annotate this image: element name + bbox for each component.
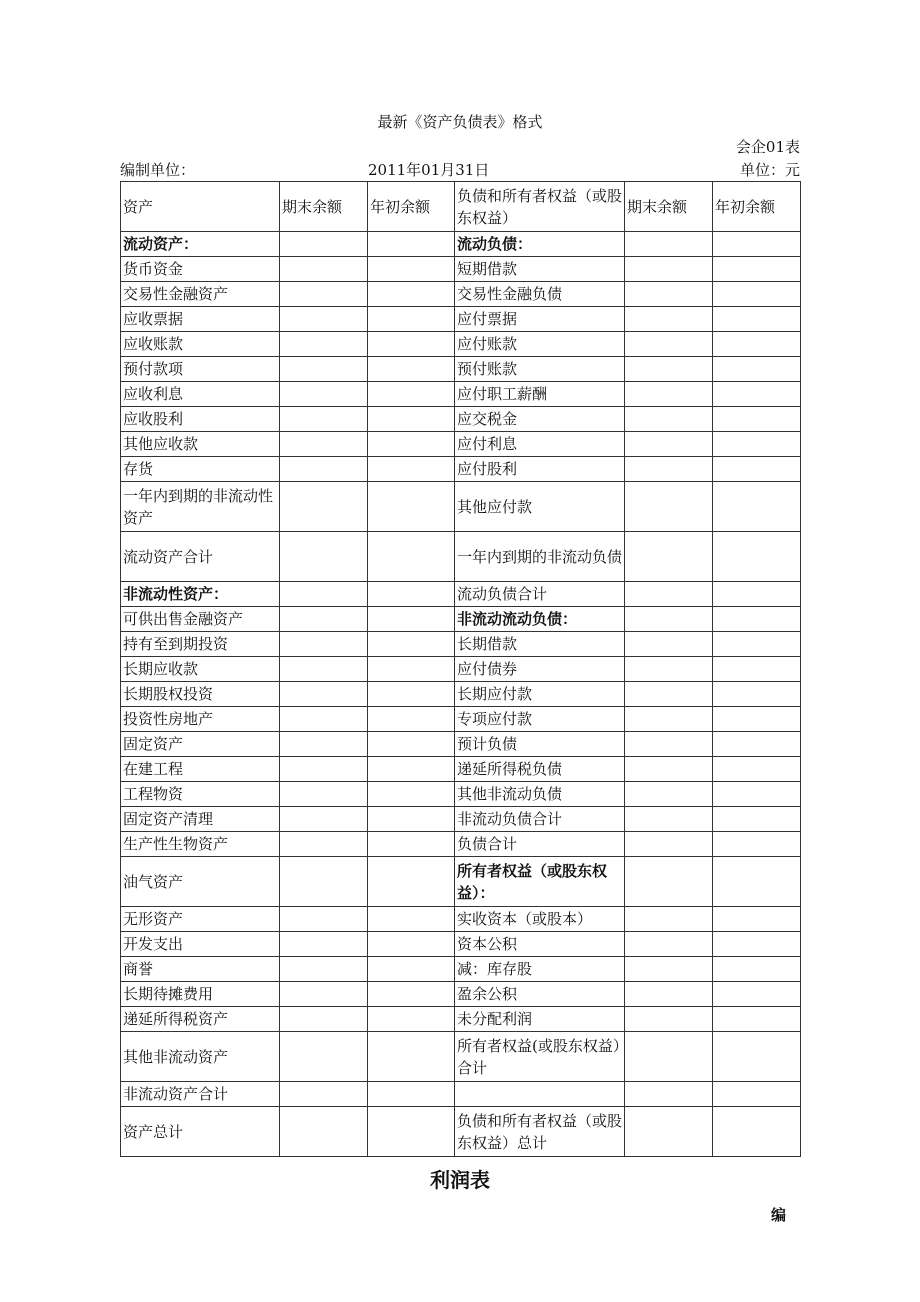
liability-label: 一年内到期的非流动负债 xyxy=(455,532,625,582)
asset-label: 货币资金 xyxy=(121,257,280,282)
asset-ending-balance xyxy=(280,232,368,257)
asset-opening-balance xyxy=(368,957,455,982)
asset-ending-balance xyxy=(280,857,368,907)
asset-ending-balance xyxy=(280,332,368,357)
table-row xyxy=(121,357,801,382)
table-row xyxy=(121,1032,801,1082)
compiler-label: 编制单位： xyxy=(120,161,196,179)
liability-ending-balance xyxy=(625,432,713,457)
liability-ending-balance xyxy=(625,982,713,1007)
asset-ending-balance xyxy=(280,357,368,382)
asset-label: 应收股利 xyxy=(121,407,280,432)
liability-opening-balance xyxy=(713,1107,801,1157)
asset-ending-balance xyxy=(280,607,368,632)
liability-label: 递延所得税负债 xyxy=(455,757,625,782)
table-row xyxy=(121,407,801,432)
liability-ending-balance xyxy=(625,607,713,632)
liability-opening-balance xyxy=(713,682,801,707)
liability-opening-balance xyxy=(713,482,801,532)
asset-opening-balance xyxy=(368,832,455,857)
liability-label: 专项应付款 xyxy=(455,707,625,732)
liability-opening-balance xyxy=(713,532,801,582)
asset-label: 非流动资产合计 xyxy=(121,1082,280,1107)
asset-label: 长期应收款 xyxy=(121,657,280,682)
asset-label: 在建工程 xyxy=(121,757,280,782)
liability-label: 交易性金融负债 xyxy=(455,282,625,307)
asset-ending-balance xyxy=(280,957,368,982)
asset-label: 应收利息 xyxy=(121,382,280,407)
asset-ending-balance xyxy=(280,382,368,407)
table-row xyxy=(121,332,801,357)
asset-opening-balance xyxy=(368,932,455,957)
asset-ending-balance xyxy=(280,782,368,807)
liability-label: 所有者权益（或股东权益）： xyxy=(455,857,625,907)
asset-ending-balance xyxy=(280,807,368,832)
liability-opening-balance xyxy=(713,607,801,632)
liability-ending-balance xyxy=(625,1082,713,1107)
liability-ending-balance xyxy=(625,307,713,332)
unit-label: 单位：元 xyxy=(739,161,800,179)
asset-opening-balance xyxy=(368,1007,455,1032)
header-cell: 年初余额 xyxy=(713,182,801,232)
table-row xyxy=(121,982,801,1007)
table-row xyxy=(121,1107,801,1157)
liability-ending-balance xyxy=(625,532,713,582)
liability-opening-balance xyxy=(713,582,801,607)
liability-opening-balance xyxy=(713,657,801,682)
table-row xyxy=(121,782,801,807)
asset-opening-balance xyxy=(368,457,455,482)
liability-label: 应付债券 xyxy=(455,657,625,682)
liability-ending-balance xyxy=(625,757,713,782)
liability-ending-balance xyxy=(625,1032,713,1082)
liability-label: 所有者权益(或股东权益）合计 xyxy=(455,1032,625,1082)
liability-label: 预计负债 xyxy=(455,732,625,757)
table-row xyxy=(121,257,801,282)
asset-opening-balance xyxy=(368,257,455,282)
liability-opening-balance xyxy=(713,957,801,982)
liability-opening-balance xyxy=(713,332,801,357)
liability-opening-balance xyxy=(713,407,801,432)
asset-label: 油气资产 xyxy=(121,857,280,907)
asset-label: 可供出售金融资产 xyxy=(121,607,280,632)
liability-opening-balance xyxy=(713,982,801,1007)
liability-ending-balance xyxy=(625,407,713,432)
profit-compiler-label: 编 xyxy=(771,1206,787,1224)
liability-opening-balance xyxy=(713,832,801,857)
liability-opening-balance xyxy=(713,1082,801,1107)
asset-opening-balance xyxy=(368,1082,455,1107)
balance-sheet-table xyxy=(120,181,801,1157)
asset-opening-balance xyxy=(368,482,455,532)
table-row xyxy=(121,1007,801,1032)
document-title: 最新《资产负债表》格式 xyxy=(377,113,543,131)
liability-ending-balance xyxy=(625,582,713,607)
asset-opening-balance xyxy=(368,732,455,757)
liability-ending-balance xyxy=(625,257,713,282)
asset-ending-balance xyxy=(280,282,368,307)
liability-ending-balance xyxy=(625,732,713,757)
asset-ending-balance xyxy=(280,932,368,957)
liability-opening-balance xyxy=(713,782,801,807)
asset-opening-balance xyxy=(368,582,455,607)
asset-ending-balance xyxy=(280,657,368,682)
liability-label: 应付股利 xyxy=(455,457,625,482)
liability-label: 减：库存股 xyxy=(455,957,625,982)
asset-ending-balance xyxy=(280,907,368,932)
liability-ending-balance xyxy=(625,657,713,682)
asset-label: 固定资产清理 xyxy=(121,807,280,832)
asset-label: 投资性房地产 xyxy=(121,707,280,732)
asset-ending-balance xyxy=(280,457,368,482)
asset-opening-balance xyxy=(368,857,455,907)
asset-label: 工程物资 xyxy=(121,782,280,807)
table-row xyxy=(121,232,801,257)
table-row xyxy=(121,457,801,482)
table-row xyxy=(121,632,801,657)
asset-opening-balance xyxy=(368,382,455,407)
liability-label: 短期借款 xyxy=(455,257,625,282)
table-row xyxy=(121,432,801,457)
liability-opening-balance xyxy=(713,457,801,482)
liability-label: 流动负债合计 xyxy=(455,582,625,607)
asset-opening-balance xyxy=(368,682,455,707)
asset-opening-balance xyxy=(368,782,455,807)
asset-opening-balance xyxy=(368,232,455,257)
liability-label: 负债合计 xyxy=(455,832,625,857)
liability-ending-balance xyxy=(625,932,713,957)
asset-opening-balance xyxy=(368,757,455,782)
table-row xyxy=(121,582,801,607)
report-date: 2011年01月31日 xyxy=(368,161,490,179)
liability-ending-balance xyxy=(625,907,713,932)
header-cell: 负债和所有者权益（或股东权益） xyxy=(455,182,625,232)
table-row xyxy=(121,282,801,307)
table-row xyxy=(121,682,801,707)
liability-ending-balance xyxy=(625,782,713,807)
asset-ending-balance xyxy=(280,682,368,707)
liability-label: 应付职工薪酬 xyxy=(455,382,625,407)
asset-ending-balance xyxy=(280,757,368,782)
header-cell: 期末余额 xyxy=(625,182,713,232)
table-row xyxy=(121,532,801,582)
asset-ending-balance xyxy=(280,407,368,432)
table-row xyxy=(121,807,801,832)
asset-opening-balance xyxy=(368,432,455,457)
liability-ending-balance xyxy=(625,232,713,257)
table-row xyxy=(121,482,801,532)
asset-label: 开发支出 xyxy=(121,932,280,957)
asset-ending-balance xyxy=(280,582,368,607)
asset-ending-balance xyxy=(280,532,368,582)
asset-label: 持有至到期投资 xyxy=(121,632,280,657)
liability-ending-balance xyxy=(625,807,713,832)
asset-opening-balance xyxy=(368,607,455,632)
liability-opening-balance xyxy=(713,907,801,932)
table-row xyxy=(121,707,801,732)
asset-ending-balance xyxy=(280,1007,368,1032)
asset-label: 交易性金融资产 xyxy=(121,282,280,307)
asset-opening-balance xyxy=(368,807,455,832)
table-row xyxy=(121,1082,801,1107)
liability-ending-balance xyxy=(625,832,713,857)
asset-ending-balance xyxy=(280,307,368,332)
liability-label: 其他应付款 xyxy=(455,482,625,532)
table-row xyxy=(121,932,801,957)
table-row xyxy=(121,832,801,857)
table-row xyxy=(121,957,801,982)
header-row xyxy=(121,182,801,232)
liability-ending-balance xyxy=(625,957,713,982)
liability-opening-balance xyxy=(713,232,801,257)
liability-label: 负债和所有者权益（或股东权益）总计 xyxy=(455,1107,625,1157)
asset-opening-balance xyxy=(368,332,455,357)
asset-label: 生产性生物资产 xyxy=(121,832,280,857)
asset-ending-balance xyxy=(280,482,368,532)
asset-opening-balance xyxy=(368,657,455,682)
liability-label: 长期应付款 xyxy=(455,682,625,707)
table-row xyxy=(121,382,801,407)
asset-label: 应收票据 xyxy=(121,307,280,332)
liability-label xyxy=(455,1082,625,1107)
liability-opening-balance xyxy=(713,932,801,957)
meta-row xyxy=(120,159,800,181)
table-row xyxy=(121,657,801,682)
asset-label: 流动资产合计 xyxy=(121,532,280,582)
liability-label: 非流动负债合计 xyxy=(455,807,625,832)
liability-opening-balance xyxy=(713,732,801,757)
asset-label: 其他应收款 xyxy=(121,432,280,457)
asset-ending-balance xyxy=(280,257,368,282)
liability-label: 长期借款 xyxy=(455,632,625,657)
liability-opening-balance xyxy=(713,1007,801,1032)
asset-label: 商誉 xyxy=(121,957,280,982)
liability-opening-balance xyxy=(713,307,801,332)
table-row xyxy=(121,607,801,632)
asset-opening-balance xyxy=(368,907,455,932)
table-row xyxy=(121,307,801,332)
liability-ending-balance xyxy=(625,482,713,532)
asset-opening-balance xyxy=(368,532,455,582)
liability-opening-balance xyxy=(713,707,801,732)
asset-label: 存货 xyxy=(121,457,280,482)
liability-opening-balance xyxy=(713,282,801,307)
asset-ending-balance xyxy=(280,982,368,1007)
table-row xyxy=(121,857,801,907)
liability-ending-balance xyxy=(625,282,713,307)
liability-label: 应付账款 xyxy=(455,332,625,357)
asset-ending-balance xyxy=(280,732,368,757)
asset-ending-balance xyxy=(280,632,368,657)
liability-ending-balance xyxy=(625,857,713,907)
liability-label: 应付利息 xyxy=(455,432,625,457)
asset-label: 预付款项 xyxy=(121,357,280,382)
asset-opening-balance xyxy=(368,282,455,307)
liability-ending-balance xyxy=(625,1007,713,1032)
liability-label: 未分配利润 xyxy=(455,1007,625,1032)
table-row xyxy=(121,732,801,757)
liability-opening-balance xyxy=(713,632,801,657)
asset-label: 一年内到期的非流动性资产 xyxy=(121,482,280,532)
asset-opening-balance xyxy=(368,707,455,732)
asset-opening-balance xyxy=(368,307,455,332)
liability-ending-balance xyxy=(625,382,713,407)
asset-opening-balance xyxy=(368,982,455,1007)
asset-label: 非流动性资产： xyxy=(121,582,280,607)
liability-label: 盈余公积 xyxy=(455,982,625,1007)
liability-opening-balance xyxy=(713,257,801,282)
liability-opening-balance xyxy=(713,357,801,382)
liability-label: 应交税金 xyxy=(455,407,625,432)
asset-label: 资产总计 xyxy=(121,1107,280,1157)
form-code: 会企01表 xyxy=(735,138,800,156)
asset-ending-balance xyxy=(280,1107,368,1157)
liability-opening-balance xyxy=(713,382,801,407)
asset-ending-balance xyxy=(280,832,368,857)
asset-label: 无形资产 xyxy=(121,907,280,932)
asset-label: 长期待摊费用 xyxy=(121,982,280,1007)
asset-opening-balance xyxy=(368,1107,455,1157)
liability-opening-balance xyxy=(713,432,801,457)
asset-ending-balance xyxy=(280,707,368,732)
asset-opening-balance xyxy=(368,1032,455,1082)
table-row xyxy=(121,757,801,782)
liability-opening-balance xyxy=(713,1032,801,1082)
liability-ending-balance xyxy=(625,707,713,732)
header-cell: 期末余额 xyxy=(280,182,368,232)
liability-label: 非流动流动负债： xyxy=(455,607,625,632)
liability-ending-balance xyxy=(625,1107,713,1157)
asset-opening-balance xyxy=(368,632,455,657)
liability-label: 其他非流动负债 xyxy=(455,782,625,807)
liability-ending-balance xyxy=(625,632,713,657)
liability-ending-balance xyxy=(625,457,713,482)
asset-opening-balance xyxy=(368,357,455,382)
liability-ending-balance xyxy=(625,332,713,357)
asset-ending-balance xyxy=(280,1032,368,1082)
header-cell: 资产 xyxy=(121,182,280,232)
asset-label: 递延所得税资产 xyxy=(121,1007,280,1032)
liability-opening-balance xyxy=(713,757,801,782)
liability-label: 实收资本（或股本） xyxy=(455,907,625,932)
asset-label: 流动资产： xyxy=(121,232,280,257)
asset-label: 固定资产 xyxy=(121,732,280,757)
liability-opening-balance xyxy=(713,807,801,832)
liability-label: 资本公积 xyxy=(455,932,625,957)
table-row xyxy=(121,907,801,932)
asset-ending-balance xyxy=(280,1082,368,1107)
asset-label: 长期股权投资 xyxy=(121,682,280,707)
liability-ending-balance xyxy=(625,682,713,707)
liability-label: 预付账款 xyxy=(455,357,625,382)
liability-ending-balance xyxy=(625,357,713,382)
asset-opening-balance xyxy=(368,407,455,432)
liability-label: 应付票据 xyxy=(455,307,625,332)
header-cell: 年初余额 xyxy=(368,182,455,232)
liability-label: 流动负债： xyxy=(455,232,625,257)
asset-label: 其他非流动资产 xyxy=(121,1032,280,1082)
profit-statement-title: 利润表 xyxy=(430,1168,490,1192)
liability-opening-balance xyxy=(713,857,801,907)
asset-ending-balance xyxy=(280,432,368,457)
asset-label: 应收账款 xyxy=(121,332,280,357)
